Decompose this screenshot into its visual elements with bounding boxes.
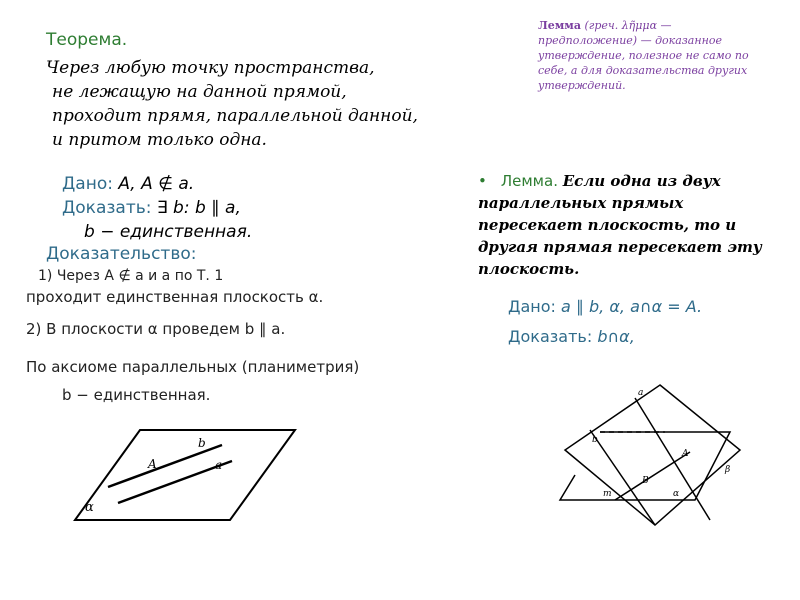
- theorem-line: проходит прямя, параллельной данной,: [52, 106, 418, 126]
- proof-step-1b: проходит единственная плоскость α.: [26, 288, 324, 306]
- lemma-prove-line: [508, 322, 702, 352]
- prove-value: ∃ b: b ∥ a,: [156, 198, 241, 218]
- proof-title: Доказательство:: [46, 244, 197, 264]
- lemma-given-block: [508, 292, 702, 352]
- prove-label: Доказать:: [62, 198, 152, 218]
- plane-alpha: [75, 430, 295, 520]
- lemma-prove-value: b∩α,: [597, 327, 635, 346]
- label-alpha: α: [673, 489, 680, 499]
- figure-intersecting-planes: [545, 380, 745, 530]
- lemma-prove-label: Доказать:: [508, 327, 593, 346]
- theorem-title: Теорема.: [46, 30, 128, 50]
- label-A: A: [148, 457, 157, 471]
- figure-plane-parallel-lines: [70, 425, 300, 525]
- label-b: b: [592, 435, 598, 445]
- theorem-line: Через любую точку пространства,: [46, 58, 375, 78]
- lemma-definition: [538, 18, 760, 93]
- lemma-definition-text: (греч. λῆμμα — предположение) — доказанное утверждение, полезное не само по себе, а для доказательства других утверждений.: [538, 19, 749, 92]
- prove-line-2: [62, 220, 252, 244]
- lemma-given-value: a ∥ b, α, a∩α = A.: [561, 297, 703, 316]
- plane-beta: [565, 385, 740, 525]
- lemma-term: Лемма: [538, 19, 581, 32]
- proof-axiom: По аксиоме параллельных (планиметрия): [26, 358, 360, 376]
- label-a: a: [638, 388, 644, 398]
- lemma-label: Лемма.: [500, 172, 558, 190]
- label-alpha: α: [85, 500, 94, 515]
- given-line: [62, 172, 252, 196]
- prove-line: [62, 196, 252, 220]
- label-beta: β: [725, 465, 731, 475]
- label-B: B: [642, 476, 649, 486]
- given-label: Дано:: [62, 174, 113, 194]
- lemma-given-line: [508, 292, 702, 322]
- proof-step-2: 2) В плоскости α проведем b ∥ a.: [26, 320, 286, 338]
- label-m: m: [603, 489, 612, 499]
- bullet: •: [478, 172, 487, 190]
- plane-alpha: [560, 432, 730, 500]
- label-A: A: [682, 449, 689, 459]
- proof-conclusion: b − единственная.: [62, 386, 211, 404]
- theorem-given-block: [62, 172, 252, 244]
- lemma-text: Если одна из двух параллельных прямых пересекает плоскость, то и другая прямая пересекает эту плоскость.: [478, 172, 762, 278]
- lemma-given-label: Дано:: [508, 297, 556, 316]
- label-a: a: [215, 458, 223, 472]
- lemma-statement: [478, 170, 768, 280]
- given-value: A, A ∉ a.: [118, 174, 195, 194]
- proof-step-1a: 1) Через A ∉ a и a по Т. 1: [38, 268, 224, 284]
- prove-value-2: b − единственная.: [84, 222, 253, 242]
- label-b: b: [198, 436, 206, 450]
- theorem-line: и притом только одна.: [52, 130, 267, 150]
- theorem-line: не лежащую на данной прямой,: [52, 82, 347, 102]
- theorem-statement: [46, 56, 418, 152]
